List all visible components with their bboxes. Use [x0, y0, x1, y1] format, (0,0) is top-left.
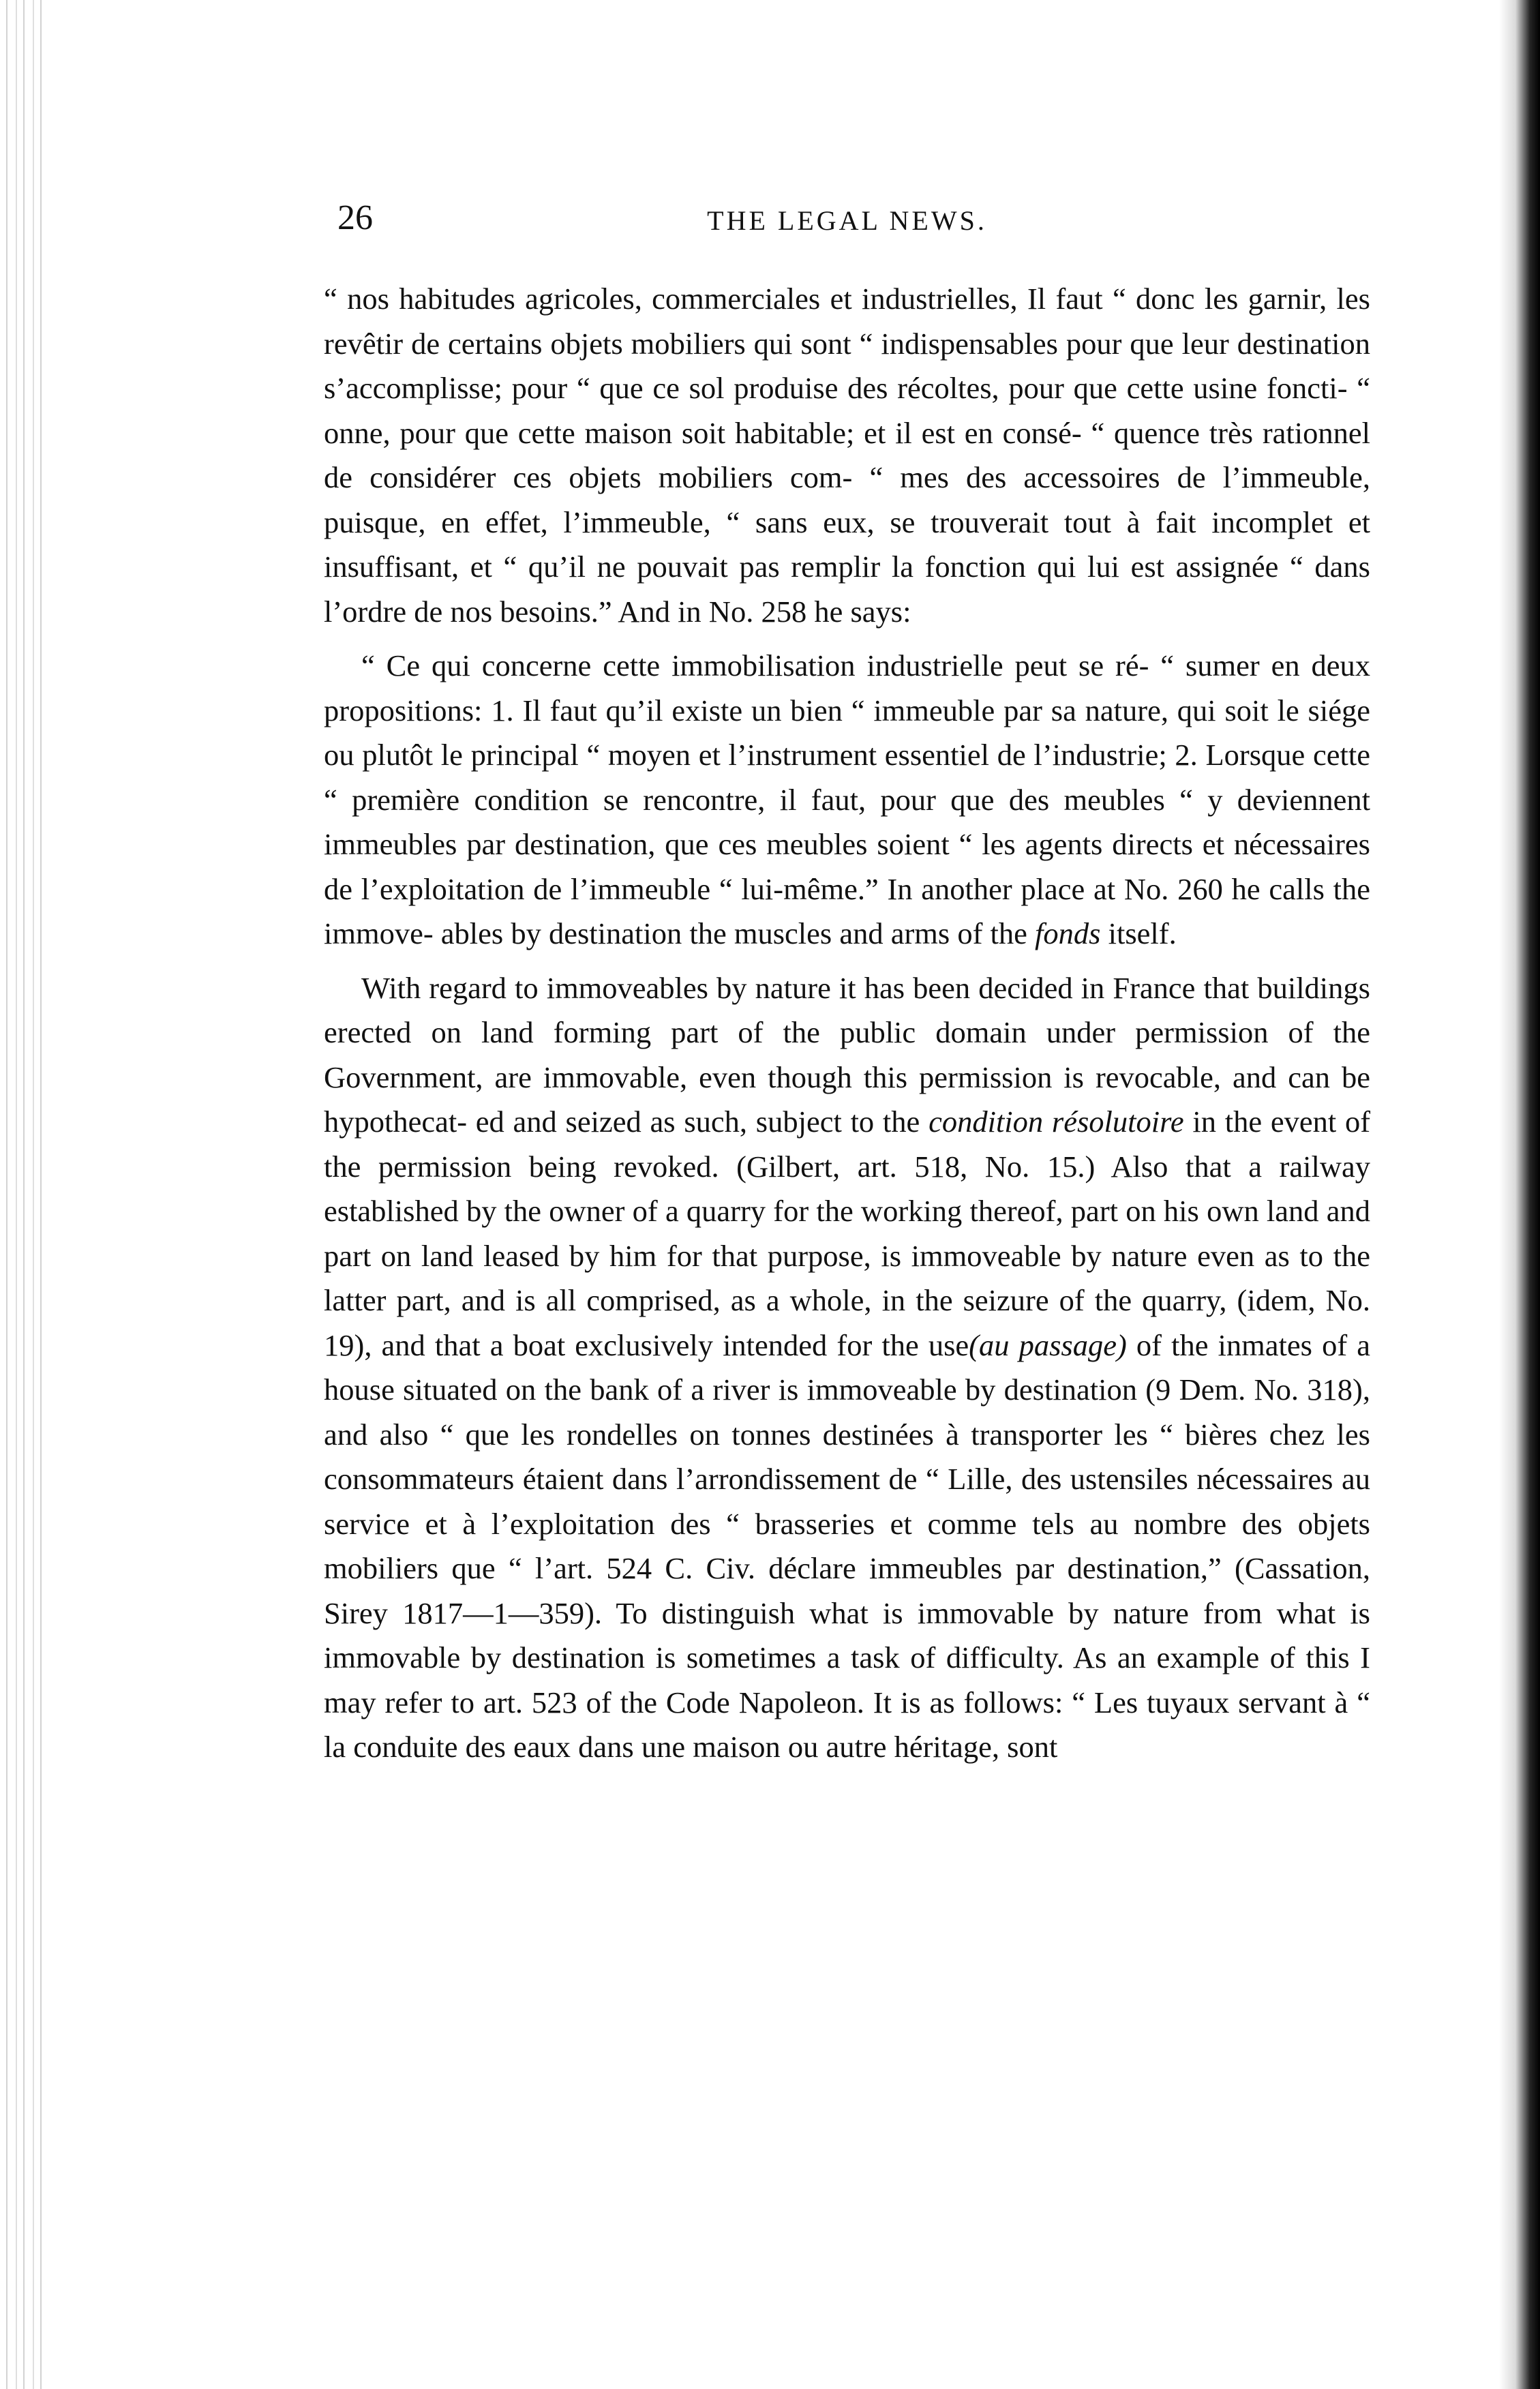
paragraph-quote-2 [324, 644, 1370, 957]
scan-left-edge [0, 0, 48, 2389]
paragraph-text: “ Ce qui concerne cette immobilisation industrielle peut se ré- “ sumer en deux propositions: 1. Il faut qu’il existe un bien “ immeuble par sa nature, qui soit le siége ou plutôt le principal “ moyen et l’instrument essentiel de l’industrie; 2. Lorsque cette “ première condition se rencontre, il faut, pour que des meubles “ y deviennent immeubles par destination, que ces meubles soient “ les agents directs et nécessaires de l’exploitation de l’immeuble “ lui-même.” In another place at No. 260 he calls the immove- ables by destination the muscles and arms of the [324, 648, 1370, 950]
italic-term: condition résolutoire [928, 1105, 1184, 1139]
running-head [324, 198, 1370, 252]
paragraph-text: in the event of the permission being revoked. (Gilbert, art. 518, No. 15.) Also that a railway established by the owner of a quarry for the working thereof, part on his own land and part on land leased by him for that purpose, is immoveable by nature even as to the latter part, and is all comprised, as a whole, in the seizure of the quarry, (idem, No. 19), and that a boat exclusively intended for the use [324, 1105, 1371, 1362]
paragraph-text: of the inmates of a house situated on the bank of a river is immoveable by destination (9 Dem. No. 318), and also “ que les rondelles on tonnes destinées à transporter les “ bières chez les consommateurs étaient dans l’arrondissement de “ Lille, des ustensiles nécessaires au service et à l’exploitation des “ brasseries et comme tels au nombre des objets mobiliers que “ l’art. 524 C. Civ. déclare immeubles par destination,” (Cassation, Sirey 1817—1—359). To distinguish what is immovable by nature from what is immovable by destination is sometimes a task of difficulty. As an example of this I may refer to art. 523 of the Code Napoleon. It is as follows: “ Les tuyaux servant à “ la conduite des eaux dans une maison ou autre héritage, sont [324, 1327, 1370, 1764]
paragraph-text: “ nos habitudes agricoles, commerciales et industrielles, Il faut “ donc les garnir, les revêtir de certains objets mobiliers qui sont “ indispensables pour que leur destination s’accomplisse; pour “ que ce sol produise des récoltes, pour que cette usine foncti- “ onne, pour que cette maison soit habitable; et il est en consé- “ quence très rationnel de considérer ces objets mobiliers com- “ mes des accessoires de l’immeuble, puisque, en effet, l’immeuble, “ sans eux, se trouverait tout à fait incomplet et insuffisant, et “ qu’il ne pouvait pas remplir la fonction qui lui est assignée “ dans l’ordre de nos besoins.” And in No. 258 he says: [324, 282, 1370, 629]
paragraph-text: With regard to immoveables by nature it has been decided in France that buildings erected on land forming part of the public domain under permission of the Government, are immovable, even though this permission is revocable, and can be hypothecat- ed and seized as such, subject to the [324, 970, 1370, 1139]
scan-right-edge [1499, 0, 1540, 2389]
document-page [324, 198, 1370, 1770]
paragraph-immoveables [324, 966, 1370, 1770]
italic-term: (au passage) [969, 1327, 1127, 1362]
paragraph-quote-1 [324, 277, 1370, 634]
paragraph-text: itself. [1108, 916, 1177, 950]
page-number: 26 [337, 198, 373, 237]
italic-term: fonds [1035, 916, 1101, 950]
journal-title: THE LEGAL NEWS. [707, 205, 987, 236]
